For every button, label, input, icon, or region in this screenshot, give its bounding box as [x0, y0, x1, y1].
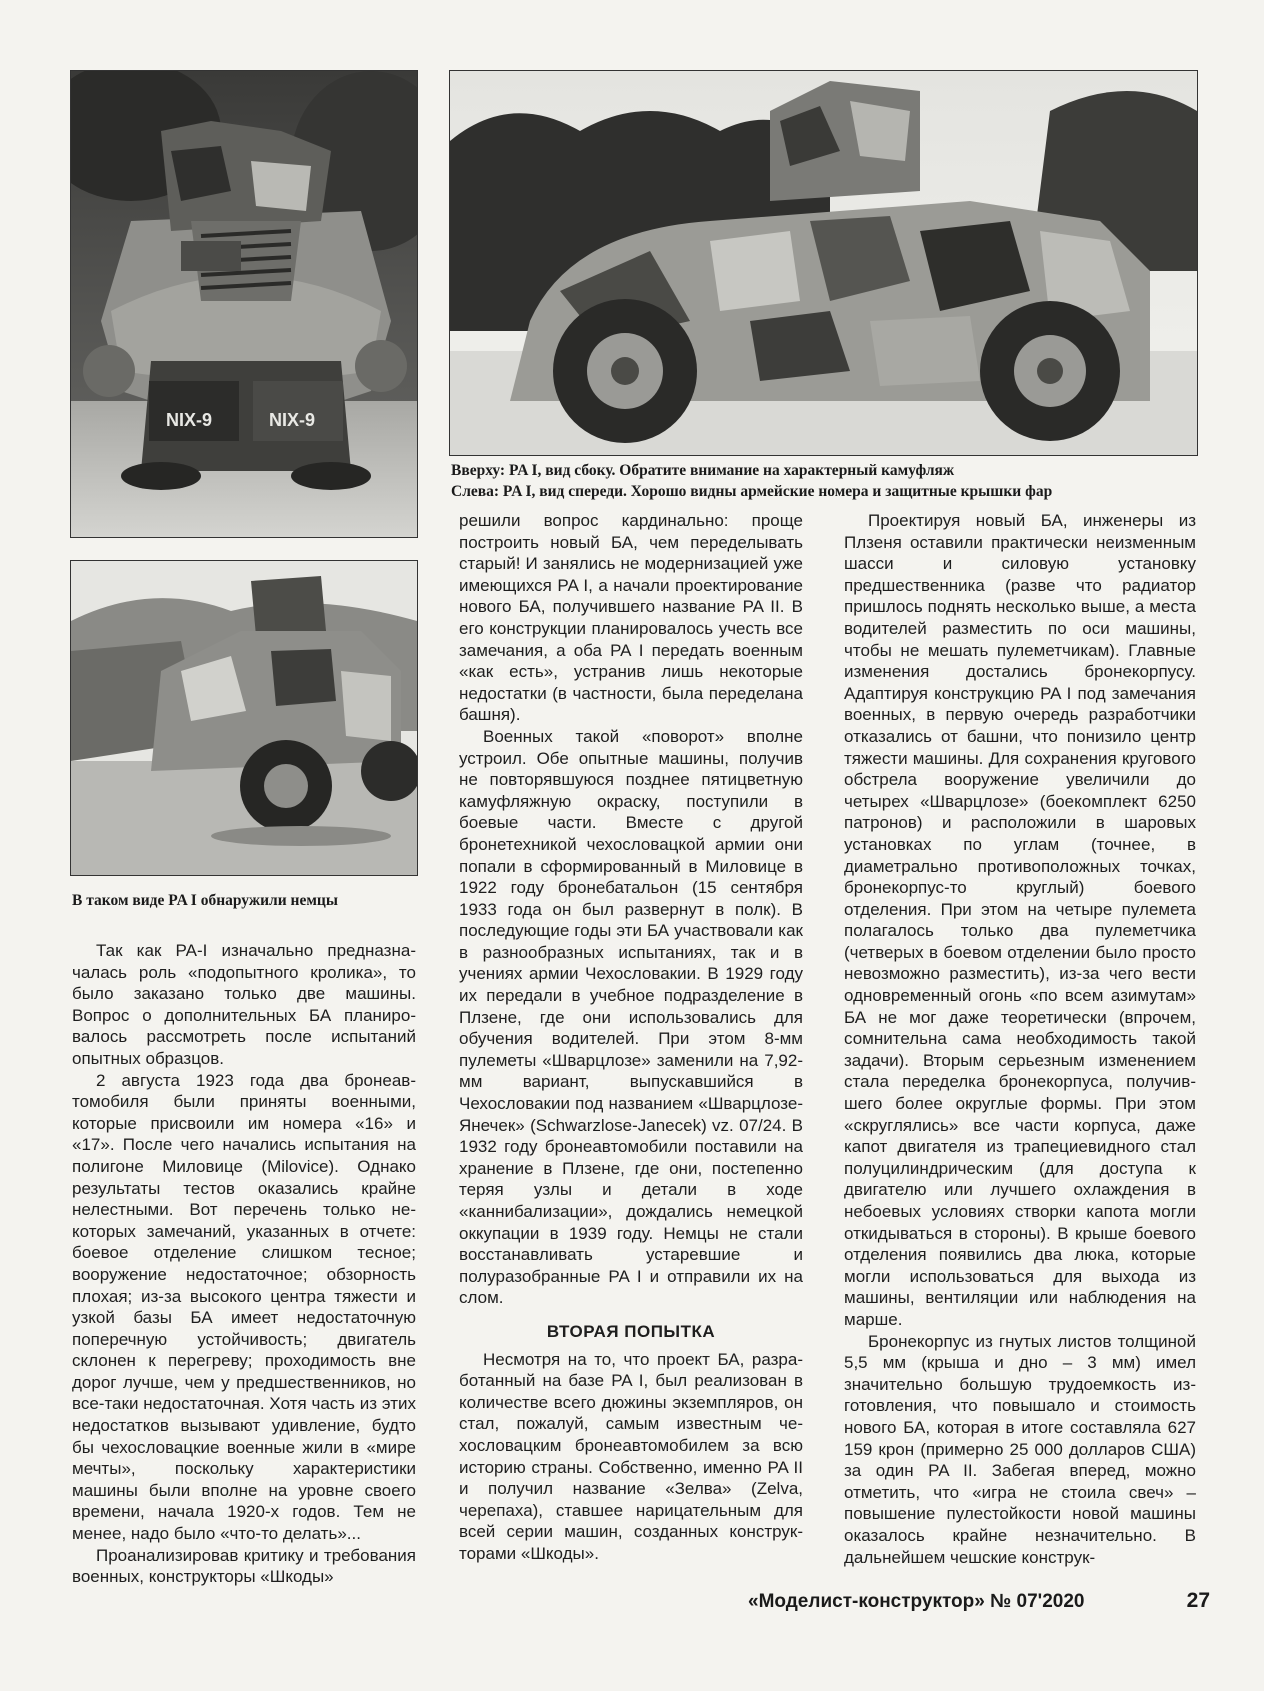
col2-paragraph-3: Несмотря на то, что проект БА, разработанный на базе PA I, был реализован в количестве всего дюжины экземпляров, он стал, пожалуй, самым известным чехословацким бронеавтомобилем за всю историю страны. Собственно, именно PA II и получил название «Зелва» (Zelva, черепаха), ставшее нарицательным для всей серии машин, созданных конструкторами «Шкоды».	[459, 1349, 803, 1563]
plate-left-text: NIX-9	[166, 410, 213, 430]
magazine-issue: «Моделист-конструктор» № 07'2020	[748, 1591, 1085, 1612]
col1-paragraph-1: Так как PA-I изначально предназначалась роль «подопытного кролика», то было заказано только две машины. Вопрос о дополнительных БА планировалось рассмотреть после испытаний опытных образцов.	[72, 941, 416, 1068]
article-column-2	[459, 510, 803, 1565]
section-heading: ВТОРАЯ ПОПЫТКА	[546, 1321, 716, 1341]
article-column-3	[844, 510, 1196, 1568]
armored-car-front-image	[71, 71, 417, 537]
col3-paragraph-2: Бронекорпус из гнутых листов толщиной 5,5 мм (крыша и дно – 3 мм) имел значительно большую трудоемкость изготовления, что повышало и стоимость нового БА, которая в итоге составляла 627 159 крон (примерно 25 000 долларов США) за один PA II. Забегая вперед, можно отметить, что «игра не стоила свеч» – повышение пулестойкости новой машины оказалось крайне незначительно. В дальнейшем чешские конструк-	[844, 1331, 1196, 1567]
page-number: 27	[1186, 1589, 1210, 1612]
col1-paragraph-3: Проанализировав критику и требования военных, конструкторы «Шкоды»	[72, 1545, 416, 1587]
caption-top-line2: Слева: PA I, вид спереди. Хорошо видны армейские номера и защитные крышки фар	[451, 483, 1053, 500]
col2-paragraph-1: решили вопрос кардинально: проще построить новый БА, чем переделывать старый! И занялись не модернизацией уже имеющихся PA I, а начали проектирование нового БА, получившего название PA II. В его конструкции планировалось учесть все замечания, а оба PA I передать военным «как есть», устранив лишь некоторые недостатки (в частности, была переделана башня).	[459, 511, 803, 725]
photo-side-view	[449, 70, 1198, 456]
photo-front-view	[70, 70, 418, 538]
left-photo-caption: В таком виде PA I обнаружили немцы	[72, 892, 338, 909]
photo-german-found	[70, 560, 418, 876]
col3-paragraph-1: Проектируя новый БА, инженеры из Плзеня оставили практически неизменным шасси и силовую установку предшественника (разве что радиатор пришлось поднять несколько выше, а места водителей разместить по оси машины, чтобы не мешать пулеметчикам). Главные изменения достались бронекорпусу. Адаптируя конструкцию PA I под замечания военных, в первую очередь разработчики отказались от башни, что понизило центр тяжести машины. Для сохранения кругового обстрела вооружение увеличили до четырех «Шварцлозе» (боекомплект 6250 патронов) и расположили в шаровых установках по углам (точнее, в диаметрально противоположных точках, бронекорпус-то круглый) боевого отделения. При этом на четыре пулемета полагалось только два пулеметчика (четверых в боевом отделении было просто невозможно разместить), из-за чего вести одновременный огонь «по всем азимутам» БА не мог даже теоретически (впрочем, сомнительна сама необходимость такой задачи). Вторым серьезным изменением стала переделка бронекорпуса, получившего более округлые формы. При этом «скруглялись» все части корпуса, даже капот двигателя из трапециевидного стал полуцилиндрическим (для доступа к двигателю или лучшего охлаждения в небоевых условиях створки капота могли откидываться в стороны). В крыше боевого отделения появились два люка, которые могли использоваться для выхода из машины, вентиляции или наблюдения на марше.	[844, 511, 1196, 1329]
col2-paragraph-2: Военных такой «поворот» вполне устроил. Обе опытные машины, получив не повторявшуюся позднее пятицветную камуфляжную окраску, поступили в боевые части. Вместе с другой бронетехникой чехословацкой армии они попали в сформированный в Миловице в 1922 году бронебатальон (15 сентября 1933 года он был развернут в полк). В последующие годы эти БА участвовали как в разнообразных испытаниях, так и в учениях армии Чехословакии. В 1929 году их передали в учебное подразделение в Плзене, где они использовались для обучения водителей. При этом 8-мм пулеметы «Шварцлозе» заменили на 7,92-мм вариант, выпускавшийся в Чехословакии под названием «Шварцлозе-Янечек» (Schwarzlose-Janecek) vz. 07/24. В 1932 году бронеавтомобили поставили на хранение в Плзене, где они, постепенно теряя узлы и детали в ходе «каннибализации», дождались немецкой оккупации в 1939 году. Немцы не стали восстанавливать устаревшие и полуразобранные PA I и отправили их на слом.	[459, 726, 803, 1308]
plate-right-text: NIX-9	[269, 410, 316, 430]
article-column-1	[72, 940, 416, 1588]
col1-paragraph-2: 2 августа 1923 года два бронеавтомобиля были приняты военными, которые присвоили им номера «16» и «17». После чего начались испытания на полигоне Миловице (Milovice). Однако результаты тестов оказались крайне нелестными. Вот перечень только некоторых замечаний, указанных в отчете: боевое отделение слишком тесное; вооружение недостаточное; обзорность плохая; из-за высокого центра тяжести и узкой базы БА имеет недостаточную поперечную устойчивость; двигатель склонен к перегреву; проходимость вне дорог лучше, чем у предшественников, но все-таки недостаточная. Хотя часть из этих недостатков вызывают удивление, будто бы чехословацкие военные жили в «мире мечты», поскольку характеристики машины были вполне на уровне своего времени, начала 1920-х годов. Тем не менее, надо было «что-то делать»...	[72, 1070, 416, 1544]
top-caption	[451, 460, 1196, 502]
armored-car-captured-image	[71, 561, 417, 875]
armored-car-side-image	[450, 71, 1197, 455]
caption-top-line1: Вверху: PA I, вид сбоку. Обратите внимание на характерный камуфляж	[451, 462, 955, 479]
